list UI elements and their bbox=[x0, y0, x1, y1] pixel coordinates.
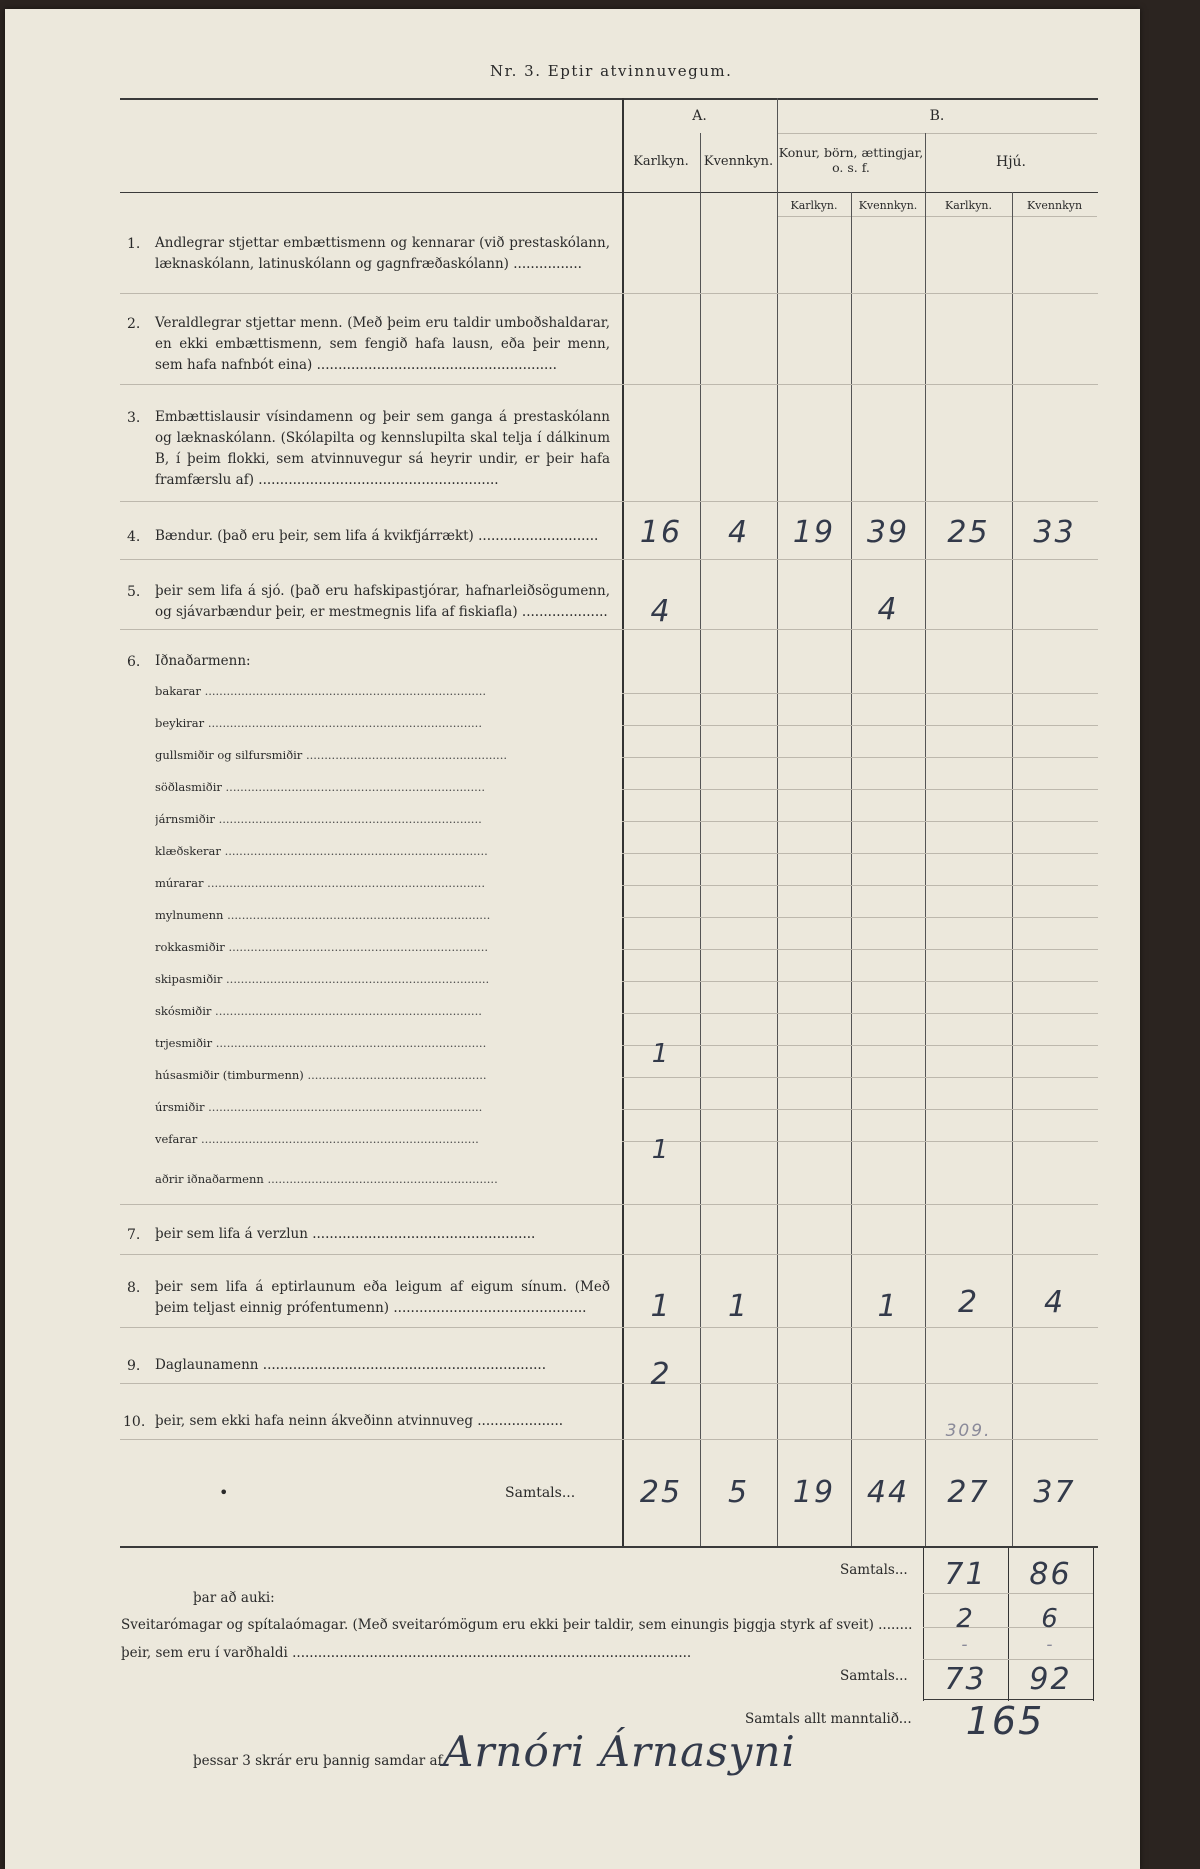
row-number: 4. bbox=[127, 529, 141, 545]
trade-adrir: aðrir iðnaðarmenn ............................................................... bbox=[155, 1172, 498, 1186]
row-number: 9. bbox=[127, 1358, 141, 1374]
value-row4-hju-kvennkyn: 33 bbox=[1033, 515, 1076, 550]
row-description: Bændur. (það eru þeir, sem lifa á kvikfjárrækt) ............................ bbox=[155, 528, 599, 544]
row-number: 8. bbox=[127, 1280, 141, 1296]
footer-vardhald-karl: - bbox=[961, 1635, 970, 1655]
footer-sveitar-karl: 2 bbox=[956, 1604, 975, 1634]
row-description: þeir sem lifa á eptirlaunum eða leigum af eigum sínum. (Með þeim teljast einnig prófentumenn) ............................................. bbox=[155, 1279, 610, 1316]
subheader-b-karlkyn: Karlkyn. bbox=[790, 199, 838, 212]
value-row5-a-karlkyn: 4 bbox=[650, 594, 672, 629]
header-a-karlkyn: Karlkyn. bbox=[633, 154, 689, 169]
col-divider-ab bbox=[777, 98, 778, 1546]
header-hju: Hjú. bbox=[995, 154, 1027, 170]
row-description: Veraldlegrar stjettar menn. (Með þeim eru taldir umboðshaldarar, en ekki embættismenn, sem fengið hafa lausn, eða þeir menn, sem hafa nafnbót eina) ........................................................ bbox=[155, 315, 610, 373]
footer-thar-ad-auki: þar að auki: bbox=[193, 1590, 275, 1606]
footer-samdar-label: þessar 3 skrár eru þannig samdar af bbox=[193, 1753, 443, 1769]
col-divider-b1 bbox=[851, 192, 852, 1546]
row-number: 6. bbox=[127, 654, 141, 670]
row-description: þeir sem lifa á verzlun .................................................... bbox=[155, 1226, 536, 1242]
row-rule bbox=[622, 981, 1098, 982]
page-title: Nr. 3. Eptir atvinnuvegum. bbox=[490, 62, 733, 80]
value-row4-hju-karlkyn: 25 bbox=[947, 515, 990, 550]
trade-klaedskerar: klæðskerar ........................................................................ bbox=[155, 844, 488, 858]
row-rule bbox=[622, 853, 1098, 854]
trade-beykirar: beykirar ........................................................................... bbox=[155, 716, 482, 730]
header-bottom-rule bbox=[120, 192, 1098, 193]
value-row4-a-karlkyn: 16 bbox=[639, 515, 683, 550]
row-rule bbox=[622, 1077, 1098, 1078]
value-samtals-b-kvennkyn: 44 bbox=[866, 1475, 910, 1510]
value-row4-b-kvennkyn: 39 bbox=[866, 515, 910, 550]
row-rule bbox=[120, 293, 1098, 294]
header-a-kvennkyn: Kvennkyn. bbox=[703, 154, 774, 169]
footer-samtals1-kven: 86 bbox=[1029, 1557, 1072, 1592]
trade-gullsmidir: gullsmiðir og silfursmiðir ....................................................... bbox=[155, 748, 508, 762]
value-samtals-hju-kvennkyn: 37 bbox=[1033, 1475, 1076, 1510]
row-number: 2. bbox=[127, 316, 141, 332]
samtals-label: Samtals... bbox=[505, 1485, 576, 1501]
footer-samtals2-karl: 73 bbox=[944, 1662, 987, 1697]
row-number: 5. bbox=[127, 584, 141, 600]
row-rule bbox=[120, 501, 1098, 502]
col-divider-b2 bbox=[925, 133, 926, 1546]
trade-rokkasmidir: rokkasmiðir ....................................................................... bbox=[155, 940, 489, 954]
value-samtals-a-karlkyn: 25 bbox=[639, 1475, 683, 1510]
row-rule bbox=[120, 1204, 1098, 1205]
value-samtals-a-kvennkyn: 5 bbox=[727, 1475, 750, 1510]
subheader-rule bbox=[777, 216, 1097, 217]
value-trjesmidir-a-karlkyn: 1 bbox=[651, 1039, 671, 1069]
footer-samtals2-label: Samtals... bbox=[840, 1668, 908, 1684]
footer-rule bbox=[923, 1659, 1093, 1660]
header-top-rule bbox=[120, 98, 1098, 100]
col-divider-a bbox=[700, 133, 701, 1546]
table-bottom-rule bbox=[120, 1546, 1098, 1548]
header-group-a: A. bbox=[692, 108, 707, 124]
row-description: þeir, sem ekki hafa neinn ákveðinn atvinnuveg .................... bbox=[155, 1413, 564, 1429]
row-rule bbox=[622, 821, 1098, 822]
row-rule bbox=[120, 1327, 1098, 1328]
footer-sveitar-label: Sveitarómagar og spítalaómagar. (Með sveitarómögum eru ekki þeir taldir, sem einungis þiggja styrk af sveit) ........ bbox=[121, 1617, 913, 1633]
footer-rule bbox=[923, 1593, 1093, 1594]
value-samtals-b-karlkyn: 19 bbox=[792, 1475, 836, 1510]
row-number: 3. bbox=[127, 410, 141, 426]
row-rule bbox=[622, 917, 1098, 918]
row-rule bbox=[622, 1109, 1098, 1110]
footer-samtals1-label: Samtals... bbox=[840, 1562, 908, 1578]
row-description: þeir sem lifa á sjó. (það eru hafskipastjórar, hafnarleiðsögumenn, og sjávarbændur þeir, er mestmegnis lifa af fiskiafla) .................... bbox=[155, 583, 610, 620]
trade-vefarar: vefarar ............................................................................ bbox=[155, 1132, 479, 1146]
bullet-dot: • bbox=[219, 1483, 229, 1502]
value-row5-b-kvennkyn: 4 bbox=[877, 592, 899, 627]
row-rule bbox=[120, 629, 1098, 630]
value-row4-a-kvennkyn: 4 bbox=[727, 515, 750, 550]
row-number: 10. bbox=[123, 1414, 146, 1430]
subheader-b-kvennkyn: Kvennkyn. bbox=[858, 199, 918, 212]
row-rule bbox=[622, 757, 1098, 758]
value-row8-b-kvennkyn: 1 bbox=[877, 1289, 899, 1324]
signature: Arnóri Árnasyni bbox=[443, 1727, 796, 1776]
footer-vardhald-kven: - bbox=[1046, 1635, 1055, 1655]
row-number: 1. bbox=[127, 236, 141, 252]
row-rule bbox=[120, 559, 1098, 560]
value-row8-a-kvennkyn: 1 bbox=[727, 1289, 750, 1324]
trade-skosmidir: skósmiðir ......................................................................... bbox=[155, 1004, 482, 1018]
row-rule bbox=[622, 789, 1098, 790]
col-divider-desc bbox=[622, 98, 624, 1546]
row-rule bbox=[622, 1013, 1098, 1014]
trade-bakarar: bakarar ............................................................................. bbox=[155, 684, 487, 698]
header-group-b: B. bbox=[929, 108, 945, 124]
value-row9-a-karlkyn: 2 bbox=[650, 1357, 672, 1392]
trade-murarar: múrarar ............................................................................ bbox=[155, 876, 485, 890]
value-samtals-hju-karlkyn: 27 bbox=[947, 1475, 990, 1510]
value-row4-b-karlkyn: 19 bbox=[792, 515, 836, 550]
row-rule bbox=[120, 1383, 1098, 1384]
footer-samtals1-karl: 71 bbox=[944, 1557, 987, 1592]
footer-sveitar-kven: 6 bbox=[1041, 1604, 1060, 1634]
header-b-rule bbox=[777, 133, 1097, 134]
subheader-hju-kvennkyn: Kvennkyn bbox=[1026, 199, 1083, 212]
row-description: Embættislausir vísindamenn og þeir sem ganga á prestaskólann og læknaskólann. (Skólapilta og kennslupilta skal telja í dálkinum B, í þeim flokki, sem atvinnuvegur sá heyrir undir, er þeir hafa framfærslu af) ........................................................ bbox=[155, 409, 610, 488]
trade-trjesmidir: trjesmiðir .......................................................................... bbox=[155, 1036, 487, 1050]
row-rule bbox=[120, 384, 1098, 385]
row-description: Andlegrar stjettar embættismenn og kennarar (við prestaskólann, læknaskólann, latinuskólann og gagnfræðaskólann) ................ bbox=[155, 235, 610, 272]
footer-allt-label: Samtals allt manntalið... bbox=[745, 1711, 912, 1727]
trade-husasmidir: húsasmiðir (timburmenn) ................................................. bbox=[155, 1068, 487, 1082]
trade-ursmidir: úrsmiðir ........................................................................... bbox=[155, 1100, 483, 1114]
col-divider-b3 bbox=[1012, 192, 1013, 1546]
footer-vardhald-label: þeir, sem eru í varðhaldi ............................................................................................. bbox=[121, 1645, 692, 1661]
row-description: Daglaunamenn .................................................................. bbox=[155, 1357, 547, 1373]
trade-skipasmidir: skipasmiðir ........................................................................ bbox=[155, 972, 490, 986]
row-number: 7. bbox=[127, 1227, 141, 1243]
footer-allt-value: 165 bbox=[965, 1699, 1045, 1743]
value-row8-a-karlkyn: 1 bbox=[650, 1289, 672, 1324]
row-description: Iðnaðarmenn: bbox=[155, 653, 251, 669]
value-row8-hju-kvennkyn: 4 bbox=[1043, 1285, 1066, 1320]
footer-col-right bbox=[1093, 1548, 1094, 1701]
trade-mylnumenn: mylnumenn ........................................................................ bbox=[155, 908, 491, 922]
value-vefarar-a-karlkyn: 1 bbox=[651, 1135, 671, 1165]
subheader-hju-karlkyn: Karlkyn. bbox=[944, 199, 992, 212]
row-rule bbox=[622, 885, 1098, 886]
row-rule bbox=[622, 725, 1098, 726]
footer-samtals2-kven: 92 bbox=[1029, 1662, 1072, 1697]
header-konur-born: Konur, börn, ættingjar, o. s. f. bbox=[778, 145, 924, 175]
row-rule bbox=[120, 1254, 1098, 1255]
row-rule bbox=[622, 949, 1098, 950]
trade-sodlasmidir: söðlasmiðir ....................................................................... bbox=[155, 780, 486, 794]
pencil-note: 309. bbox=[945, 1421, 992, 1441]
census-form-page bbox=[5, 9, 1140, 1869]
value-row8-hju-karlkyn: 2 bbox=[957, 1285, 980, 1320]
row-rule bbox=[622, 693, 1098, 694]
trade-jarnsmidir: járnsmiðir ........................................................................ bbox=[155, 812, 482, 826]
